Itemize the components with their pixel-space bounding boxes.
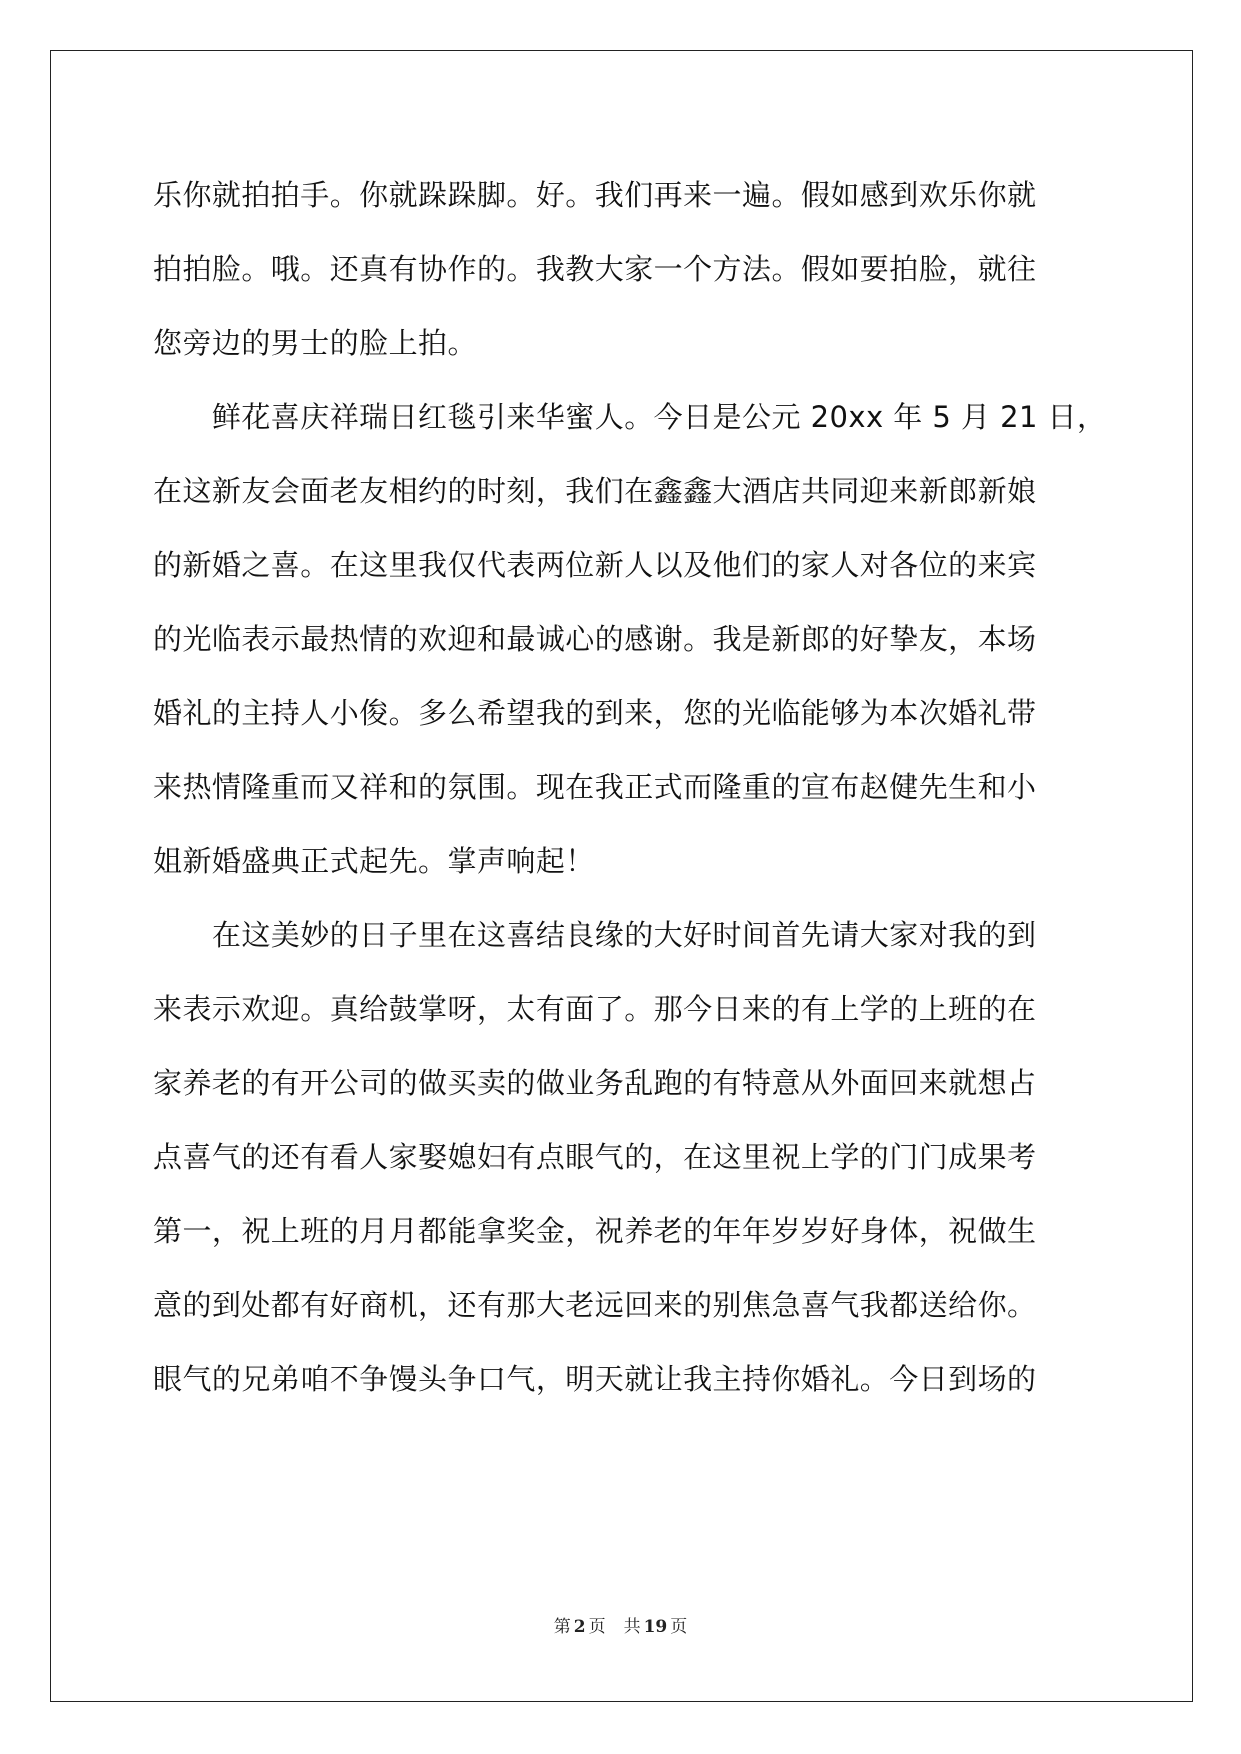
text-line: 在这美妙的日子里在这喜结良缘的大好时间首先请大家对我的到 [153, 918, 1037, 952]
total-suffix: 页 [670, 1617, 688, 1637]
text-line: 第一，祝上班的月月都能拿奖金，祝养老的年年岁岁好身体，祝做生 [153, 1214, 1037, 1248]
document-body [153, 158, 1107, 1416]
text-line: 来热情隆重而又祥和的氛围。现在我正式而隆重的宣布赵健先生和小 [153, 770, 1037, 804]
page-number: 2 [573, 1617, 586, 1637]
text-line: 在这新友会面老友相约的时刻，我们在鑫鑫大酒店共同迎来新郎新娘 [153, 474, 1037, 508]
text-line: 姐新婚盛典正式起先。掌声响起！ [153, 844, 595, 878]
text-line: 拍拍脸。哦。还真有协作的。我教大家一个方法。假如要拍脸，就往 [153, 252, 1037, 286]
text-line: 家养老的有开公司的做买卖的做业务乱跑的有特意从外面回来就想占 [153, 1066, 1037, 1100]
text-line: 的光临表示最热情的欢迎和最诚心的感谢。我是新郎的好挚友，本场 [153, 622, 1037, 656]
page-suffix: 页 [588, 1617, 606, 1637]
text-line: 鲜花喜庆祥瑞日红毯引来华蜜人。今日是公元 20xx 年 5 月 21 日， [153, 400, 1107, 434]
text-line: 乐你就拍拍手。你就跺跺脚。好。我们再来一遍。假如感到欢乐你就 [153, 178, 1037, 212]
total-pages: 19 [643, 1617, 668, 1637]
text-line: 意的到处都有好商机，还有那大老远回来的别焦急喜气我都送给你。 [153, 1288, 1037, 1322]
text-line: 婚礼的主持人小俊。多么希望我的到来，您的光临能够为本次婚礼带 [153, 696, 1037, 730]
text-line: 点喜气的还有看人家娶媳妇有点眼气的，在这里祝上学的门门成果考 [153, 1140, 1037, 1174]
text-line: 您旁边的男士的脸上拍。 [153, 326, 477, 360]
text-line: 眼气的兄弟咱不争馒头争口气，明天就让我主持你婚礼。今日到场的 [153, 1362, 1037, 1396]
page-footer [0, 1612, 1241, 1637]
page-prefix: 第 [553, 1617, 571, 1637]
total-prefix: 共 [623, 1617, 641, 1637]
text-line: 的新婚之喜。在这里我仅代表两位新人以及他们的家人对各位的来宾 [153, 548, 1037, 582]
text-line: 来表示欢迎。真给鼓掌呀，太有面了。那今日来的有上学的上班的在 [153, 992, 1037, 1026]
